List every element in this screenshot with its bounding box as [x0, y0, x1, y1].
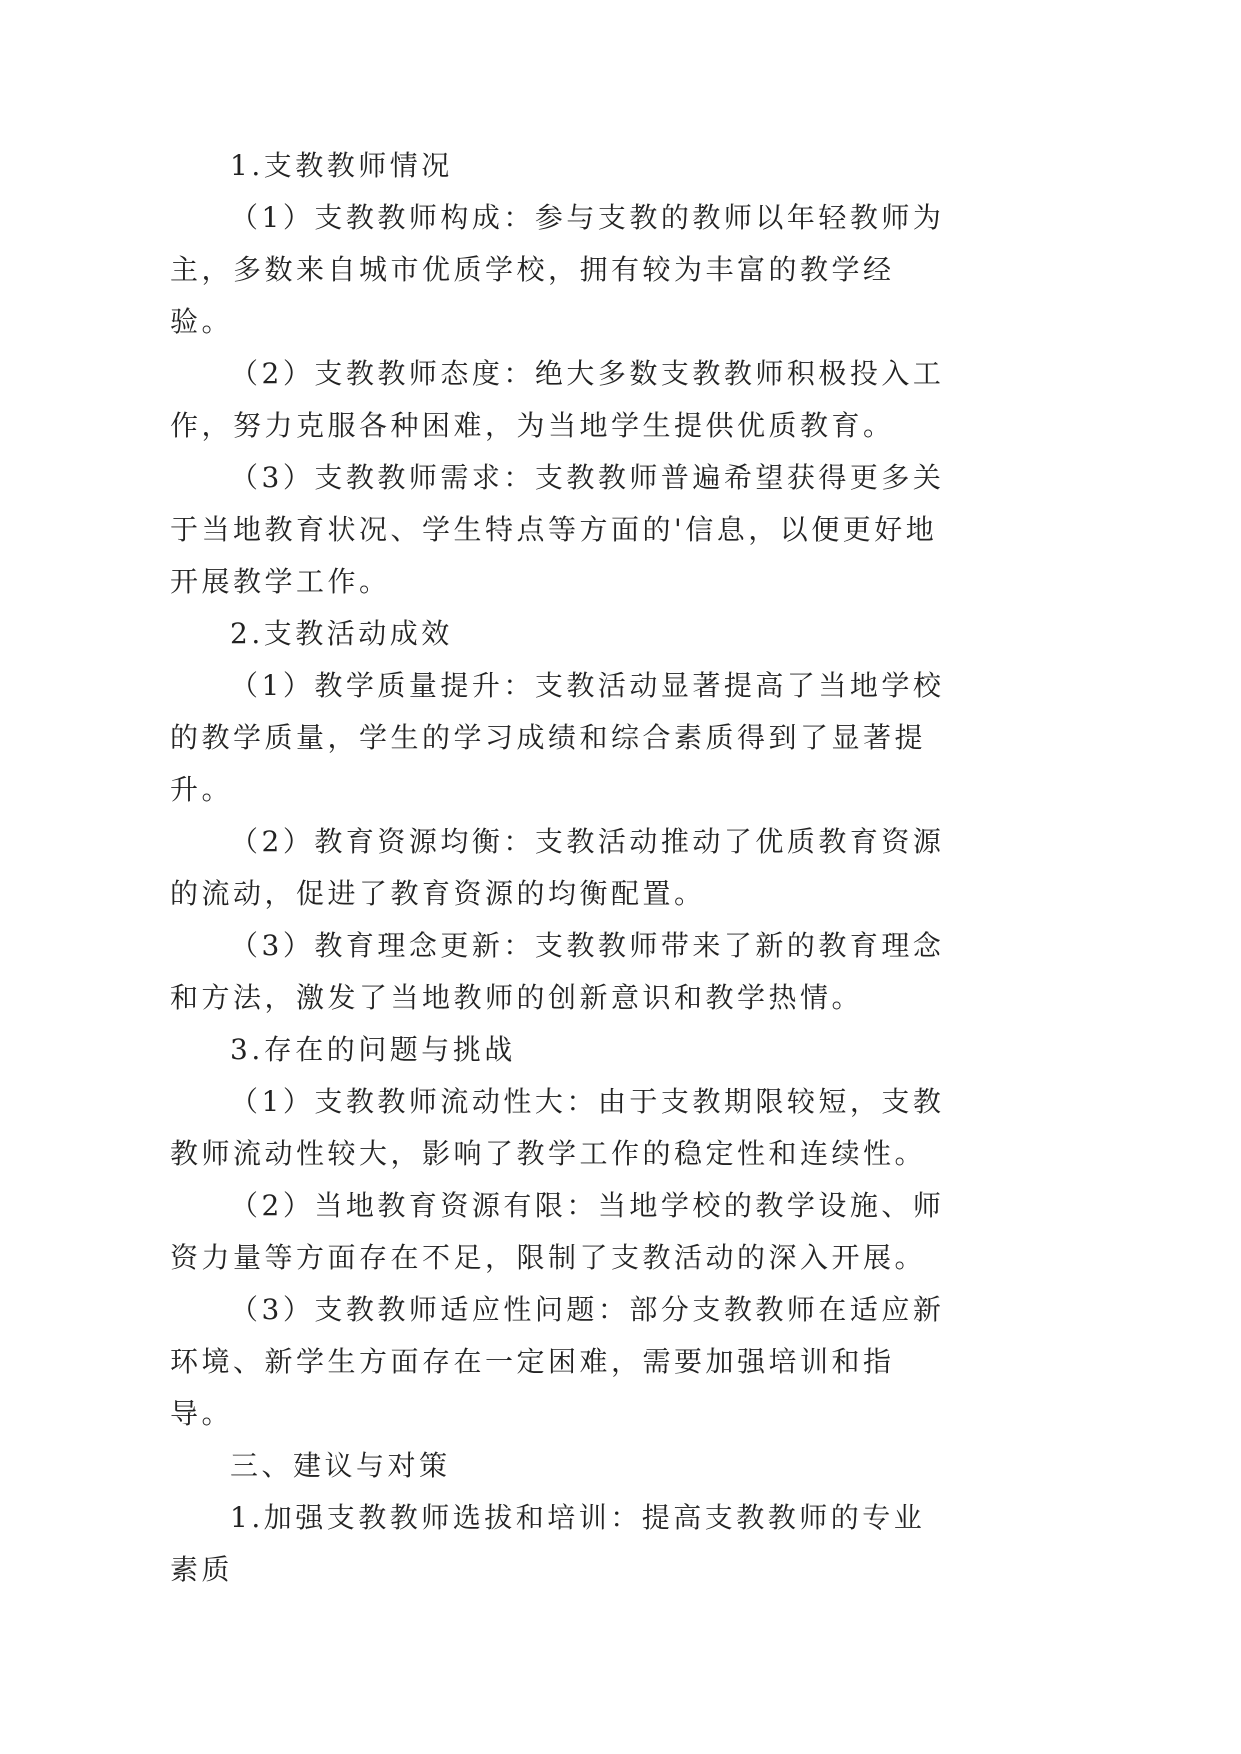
- paragraph-selection-training: 1.加强支教教师选拔和培训：提高支教教师的专业素质: [170, 1501, 926, 1586]
- paragraph-teacher-mobility: （1）支教教师流动性大：由于支教期限较短，支教教师流动性较大，影响了教学工作的稳定性和连续性。: [170, 1085, 945, 1170]
- paragraph-limited-resources: （2）当地教育资源有限：当地学校的教学设施、师资力量等方面存在不足，限制了支教活动的深入开展。: [170, 1189, 945, 1274]
- paragraph-resource-balance: （2）教育资源均衡：支教活动推动了优质教育资源的流动，促进了教育资源的均衡配置。: [170, 825, 945, 910]
- paragraph-teacher-attitude: （2）支教教师态度：绝大多数支教教师积极投入工作，努力克服各种困难，为当地学生提供优质教育。: [170, 357, 945, 442]
- section-heading-problems: 3.存在的问题与挑战: [230, 1033, 516, 1066]
- paragraph-teacher-composition: （1）支教教师构成：参与支教的教师以年轻教师为主，多数来自城市优质学校，拥有较为丰富的教学经验。: [170, 201, 945, 338]
- paragraph-quality-improvement: （1）教学质量提升：支教活动显著提高了当地学校的教学质量，学生的学习成绩和综合素质得到了显著提升。: [170, 669, 945, 806]
- document-body: [170, 140, 945, 1596]
- paragraph-teacher-needs: （3）支教教师需求：支教教师普遍希望获得更多关于当地教育状况、学生特点等方面的'信息，以便更好地开展教学工作。: [170, 461, 945, 598]
- section-heading-outcomes: 2.支教活动成效: [230, 617, 453, 650]
- section-heading-suggestions: 三、建议与对策: [230, 1449, 451, 1482]
- section-heading-teachers: 1.支教教师情况: [230, 149, 453, 182]
- paragraph-adaptation-issues: （3）支教教师适应性问题：部分支教教师在适应新环境、新学生方面存在一定困难，需要加强培训和指导。: [170, 1293, 945, 1430]
- paragraph-concept-update: （3）教育理念更新：支教教师带来了新的教育理念和方法，激发了当地教师的创新意识和教学热情。: [170, 929, 945, 1014]
